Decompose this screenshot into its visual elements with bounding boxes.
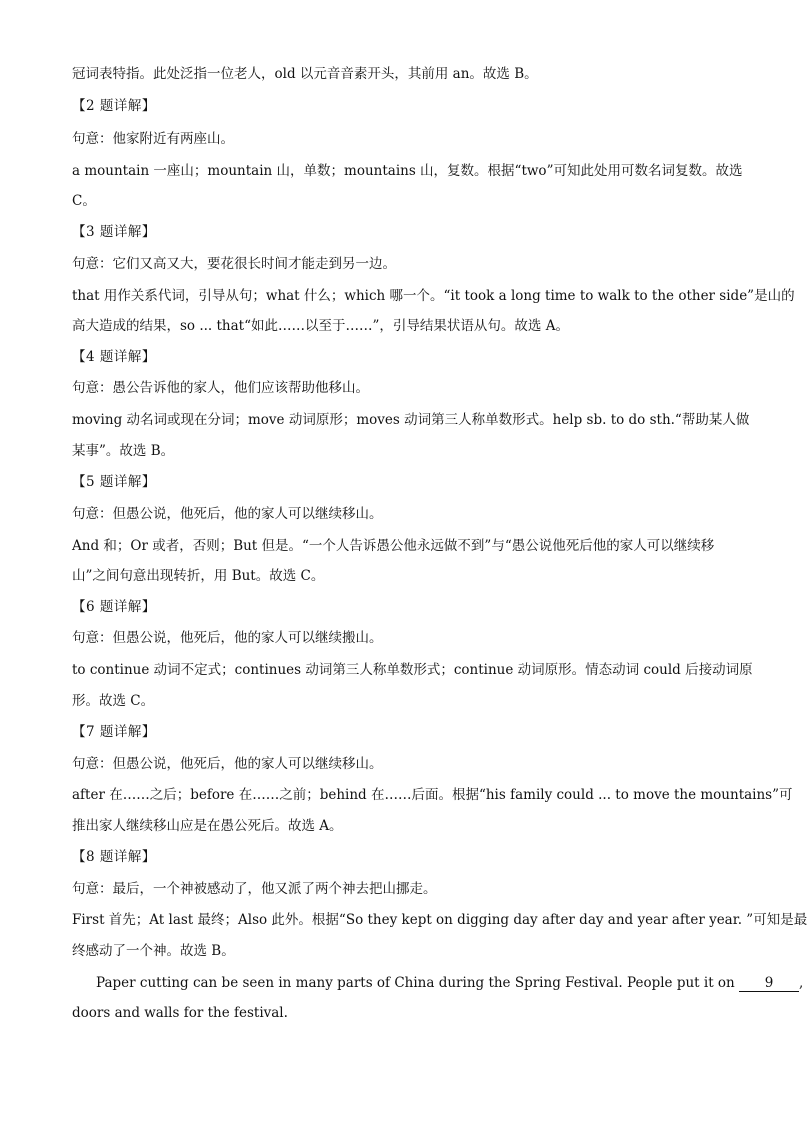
- text-line: First 首先；At last 最终；Also 此外。根据“So they kept on digging day after day and year after year. ”可知是最: [72, 912, 807, 928]
- text-line: C。: [72, 193, 96, 209]
- question-heading: 【7 题详解】: [72, 724, 156, 740]
- passage-comma: ,: [799, 975, 804, 991]
- text-line: 形。故选 C。: [72, 693, 155, 709]
- text-line: 句意：它们又高又大，要花很长时间才能走到另一边。: [72, 256, 396, 272]
- text-line: 句意：但愚公说，他死后，他的家人可以继续搬山。: [72, 630, 383, 646]
- question-heading: 【8 题详解】: [72, 849, 156, 865]
- question-heading: 【6 题详解】: [72, 599, 156, 615]
- text-line: 某事”。故选 B。: [72, 443, 175, 459]
- text-line: 句意：但愚公说，他死后，他的家人可以继续移山。: [72, 756, 383, 772]
- text-line: 推出家人继续移山应是在愚公死后。故选 A。: [72, 818, 343, 834]
- passage-line: [96, 973, 804, 993]
- text-line: 冠词表特指。此处泛指一位老人，old 以元音音素开头，其前用 an。故选 B。: [72, 66, 538, 82]
- text-line: 高大造成的结果，so ... that“如此……以至于……”，引导结果状语从句。故选 A。: [72, 318, 569, 334]
- text-line: 山”之间句意出现转折，用 But。故选 C。: [72, 568, 325, 584]
- fill-blank[interactable]: [739, 975, 799, 992]
- text-line: 句意：但愚公说，他死后，他的家人可以继续移山。: [72, 506, 383, 522]
- text-line: 句意：愚公告诉他的家人，他们应该帮助他移山。: [72, 380, 369, 396]
- text-line: 句意：最后，一个神被感动了，他又派了两个神去把山挪走。: [72, 881, 437, 897]
- text-line: a mountain 一座山；mountain 山，单数；mountains 山，复数。根据“two”可知此处用可数名词复数。故选: [72, 163, 743, 179]
- passage-line: doors and walls for the festival.: [72, 1005, 288, 1021]
- question-heading: 【3 题详解】: [72, 224, 156, 240]
- passage-text: Paper cutting can be seen in many parts of China during the Spring Festival. People put it on: [96, 975, 735, 991]
- question-heading: 【5 题详解】: [72, 474, 156, 490]
- text-line: 句意：他家附近有两座山。: [72, 131, 234, 147]
- question-heading: 【2 题详解】: [72, 98, 156, 114]
- text-line: moving 动名词或现在分词；move 动词原形；moves 动词第三人称单数形式。help sb. to do sth.“帮助某人做: [72, 412, 750, 428]
- text-line: after 在……之后；before 在……之前；behind 在……后面。根据“his family could ... to move the mountains”可: [72, 787, 793, 803]
- text-line: And 和；Or 或者，否则；But 但是。“一个人告诉愚公他永远做不到”与“愚公说他死后他的家人可以继续移: [72, 538, 715, 554]
- text-line: that 用作关系代词，引导从句；what 什么；which 哪一个。“it took a long time to walk to the other side”是山的: [72, 288, 795, 304]
- question-heading: 【4 题详解】: [72, 349, 156, 365]
- blank-number: 9: [764, 975, 774, 991]
- text-line: 终感动了一个神。故选 B。: [72, 943, 235, 959]
- text-line: to continue 动词不定式；continues 动词第三人称单数形式；continue 动词原形。情态动词 could 后接动词原: [72, 662, 753, 678]
